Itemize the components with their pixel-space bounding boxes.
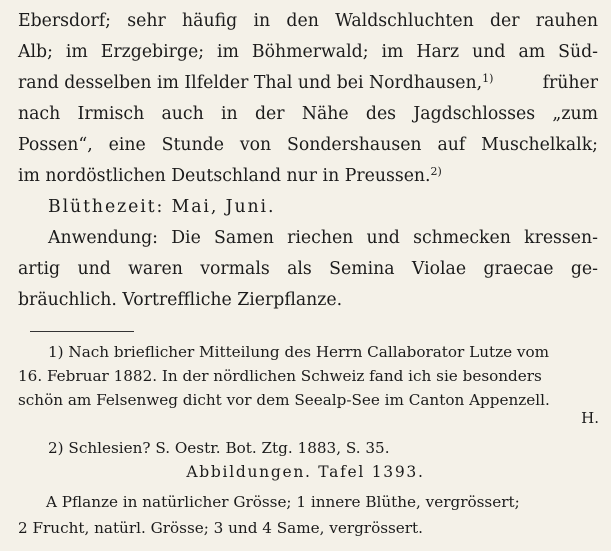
main-line	[18, 161, 598, 192]
footnote-line: schön am Felsenweg dicht vor dem Seealp-See im Canton Appenzell.	[18, 391, 550, 409]
main-line-part	[18, 68, 493, 99]
abbildungen-line: 2 Frucht, natürl. Grösse; 3 und 4 Same, vergrössert.	[18, 519, 423, 537]
abbildungen-text	[18, 489, 598, 541]
footnote-divider	[30, 331, 134, 332]
bluethezeit-line: Blüthezeit: Mai, Juni.	[48, 197, 276, 217]
footnote-ref: 1)	[482, 72, 494, 85]
footnotes	[18, 340, 598, 460]
main-line-part: früher	[542, 73, 598, 93]
footnote-gap	[18, 412, 598, 420]
footnote-line: 16. Februar 1882. In der nördlichen Schweiz fand ich sie besonders	[18, 367, 542, 385]
footnote-line: 2) Schlesien? S. Oestr. Bot. Ztg. 1883, S. 35.	[48, 439, 390, 457]
footnote-ref: 2)	[430, 165, 442, 178]
main-line: bräuchlich. Vortreffliche Zierpflanze.	[18, 290, 343, 310]
main-line: Possen“, eine Stunde von Sondershausen auf Muschelkalk;	[18, 135, 598, 155]
main-line: nach Irmisch auch in der Nähe des Jagdschlosses „zum	[18, 104, 598, 124]
main-line: Ebersdorf; sehr häufig in den Waldschluchten der rauhen	[18, 11, 598, 31]
main-line-text: rand desselben im Ilfelder Thal und bei Nordhausen,	[18, 73, 483, 93]
main-line: artig und waren vormals als Semina Violae graecae ge-	[18, 259, 598, 279]
abbildungen-heading: Abbildungen. Tafel 1393.	[186, 463, 425, 481]
main-line: Alb; im Erzgebirge; im Böhmerwald; im Harz und am Süd-	[18, 42, 598, 62]
anwendung-line: Anwendung: Die Samen riechen und schmecken kressen-	[48, 228, 598, 248]
abbildungen-line: A Pflanze in natürlicher Grösse; 1 innere Blüthe, vergrössert;	[46, 493, 520, 511]
footnote-signature: H.	[581, 409, 599, 427]
main-line	[18, 68, 598, 99]
footnote-line: 1) Nach brieflicher Mitteilung des Herrn Callaborator Lutze vom	[48, 343, 550, 361]
main-text	[18, 6, 598, 316]
main-line-text: im nordöstlichen Deutschland nur in Preussen.	[18, 166, 431, 186]
